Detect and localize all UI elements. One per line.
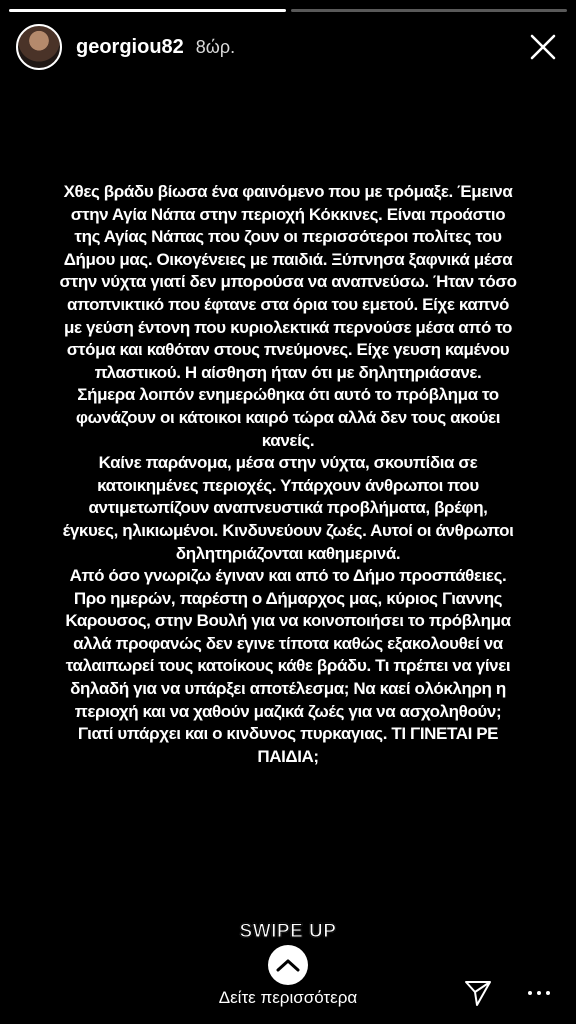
story-text-line: έγκυες, ηλικιωμένοι. Κινδυνεύουν ζωές. Αυτοί οι άνθρωποι — [62, 520, 514, 540]
story-text-line: αντιμετωπίζουν αναπνευστικά προβλήματα, βρέφη, — [88, 498, 488, 518]
close-icon — [530, 34, 556, 60]
story-text-line: ταλαιπωρεί τους κατοίκους κάθε βράδυ. Τι πρέπει να γίνει — [65, 656, 511, 676]
story-text-line: Καίνε παράνομα, μέσα στην νύχτα, σκουπίδια σε — [98, 453, 478, 473]
story-progress — [9, 9, 567, 12]
chevron-up-icon — [276, 958, 300, 972]
story-text-line: κανείς. — [261, 430, 315, 450]
story-text-line: Σήμερα λοιπόν ενημερώθηκα ότι αυτό το πρόβλημα το — [77, 385, 499, 405]
more-options-icon-dot — [546, 991, 550, 995]
story-text-line: Από όσο γνωριζω έγιναν και από το Δήμο προσπάθειες. — [69, 566, 507, 586]
story-text-line: περιοχή και να χαθούν μαζικά ζωές για να ασχοληθούν; — [74, 701, 502, 721]
story-text-line: κατοικημένες περιοχές. Υπάρχουν άνθρωποι που — [97, 475, 479, 495]
story-text-line: δηλητηριάζονται καθημερινά. — [175, 543, 401, 563]
story-text-line: αλλά προφανώς δεν εγινε τίποτα καθώς εξακολουθεί να — [73, 633, 503, 653]
story-text-line: στην νύχτα γιατί δεν μπορούσα να αναπνεύσω. Ήταν τόσο — [59, 272, 517, 292]
username[interactable]: georgiou82 — [76, 35, 184, 58]
story-text — [8, 181, 568, 768]
send-icon — [463, 978, 493, 1008]
story-text-line: φωνάζουν οι κάτοικοι καιρό τώρα αλλά δεν τους ακούει — [75, 407, 501, 427]
send-button[interactable] — [461, 976, 495, 1010]
story-text-line: στην Αγία Νάπα στην περιοχή Κόκκινες. Είναι προάστιο — [70, 204, 506, 224]
swipe-up-label — [0, 921, 576, 943]
story-text-line: δηλαδή για να υπάρξει αποτέλεσμα; Να καεί ολόκληρη η — [70, 679, 506, 699]
see-more-label[interactable]: Δείτε περισσότερα — [218, 988, 358, 1007]
story-text-line: Καρουσος, στην Βουλή για να κοινοποιήσει το πρόβλημα — [65, 611, 511, 631]
close-button[interactable] — [526, 30, 560, 64]
more-options-button[interactable] — [522, 981, 556, 1005]
post-time: 8ώρ. — [195, 36, 236, 57]
story-text-line: Προ ημερών, παρέστη ο Δήμαρχος μας, κύριος Γιαννης — [73, 588, 503, 608]
story-text-line: στόμα και καθόταν στους πνεύμονες. Είχε γευση καμένου — [66, 340, 510, 360]
story-text-line: Δήμου μας. Οικογένειες με παιδιά. Ξύπνησα ξαφνικά μέσα — [63, 249, 513, 269]
story-text-line: Γιατί υπάρχει και ο κινδυνος πυρκαγιας. ΤΙ ΓΙΝΕΤΑΙ ΡΕ — [77, 724, 499, 744]
more-options-icon-dot — [537, 991, 541, 995]
story-text-line: πλαστικού. Η αίσθηση ήταν ότι με δηλητηριάσανε. — [94, 362, 482, 382]
story-text-line: ΠΑΙΔΙΑ; — [257, 746, 319, 766]
story-text-line: με γεύση έντονη που κυριολεκτικά περνούσε μέσα από το — [64, 317, 512, 337]
story-text-line: αποπνικτικό που έφτανε στα όρια του εμετού. Είχε καπνό — [66, 294, 510, 314]
story-header — [16, 24, 560, 70]
avatar[interactable] — [16, 24, 62, 70]
story-progress-fill-1 — [9, 9, 286, 12]
see-more-button[interactable] — [268, 945, 308, 985]
story-text-line: της Αγίας Νάπας που ζουν οι περισσότεροι πολίτες του — [74, 227, 502, 247]
more-options-icon — [528, 991, 532, 995]
story-progress-segment-1 — [9, 9, 286, 12]
story-text-line: Χθες βράδυ βίωσα ένα φαινόμενο που με τρόμαξε. Έμεινα — [63, 182, 513, 201]
swipe-up-text: SWIPE UP — [239, 921, 337, 942]
story-progress-segment-2 — [291, 9, 568, 12]
